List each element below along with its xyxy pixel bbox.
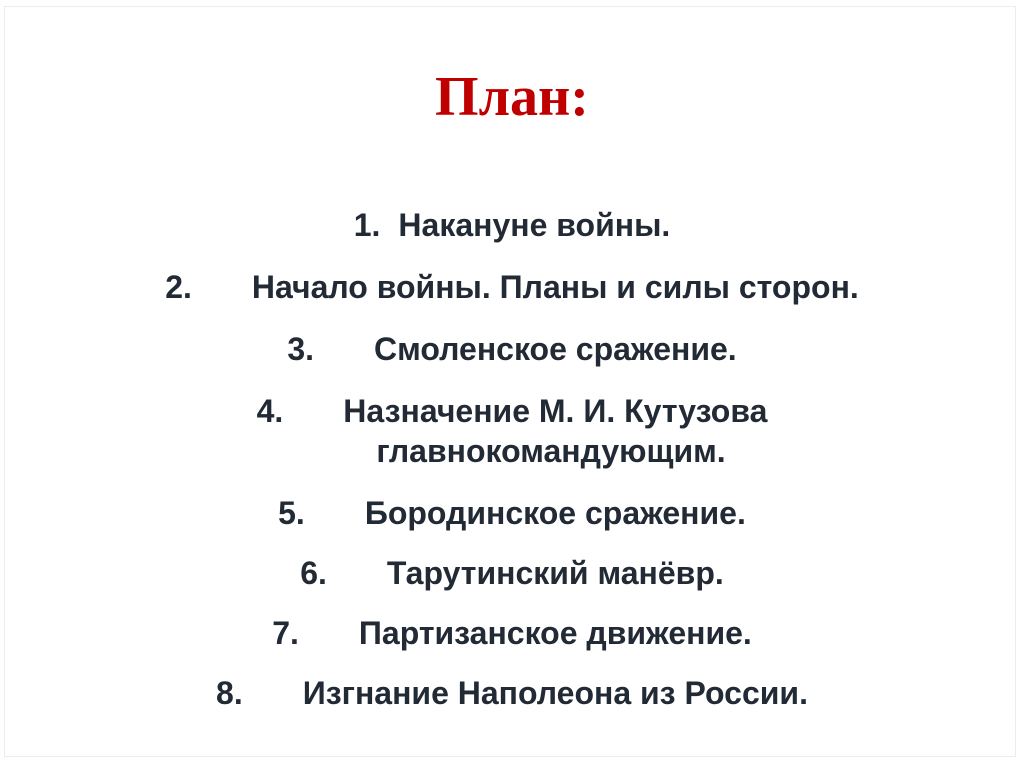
plan-item-number: 3. [287, 331, 315, 367]
slide-title: План: [435, 66, 589, 128]
plan-item-3 [0, 329, 1024, 369]
plan-item-number: 5. [278, 495, 305, 531]
plan-item-text: Бородинское сражение. [364, 495, 746, 531]
plan-item-4 [0, 391, 1024, 431]
plan-item-text: Начало войны. Планы и силы сторон. [251, 269, 859, 305]
plan-item-text: Партизанское движение. [358, 615, 752, 651]
plan-item-4-continuation: главнокомандующим. [376, 433, 726, 469]
plan-item-number: 7. [272, 615, 299, 651]
plan-item-1 [0, 205, 1024, 245]
plan-item-text: Смоленское сражение. [374, 331, 737, 367]
plan-item-5 [0, 493, 1024, 533]
plan-item-text: Назначение М. И. Кутузова [343, 393, 768, 429]
plan-item-7 [0, 613, 1024, 653]
plan-item-text: Изгнание Наполеона из России. [302, 675, 808, 711]
plan-item-number: 6. [300, 555, 327, 591]
plan-item-text: Тарутинский манёвр. [386, 555, 724, 591]
plan-item-6 [0, 553, 1024, 593]
plan-item-number: 8. [216, 675, 243, 711]
plan-item-8 [0, 673, 1024, 713]
plan-item-2 [0, 267, 1024, 307]
plan-item-number: 2. [165, 269, 192, 305]
plan-item-text: Накануне войны. [398, 207, 671, 243]
plan-item-number: 1. [353, 207, 381, 243]
plan-item-number: 4. [256, 393, 284, 429]
